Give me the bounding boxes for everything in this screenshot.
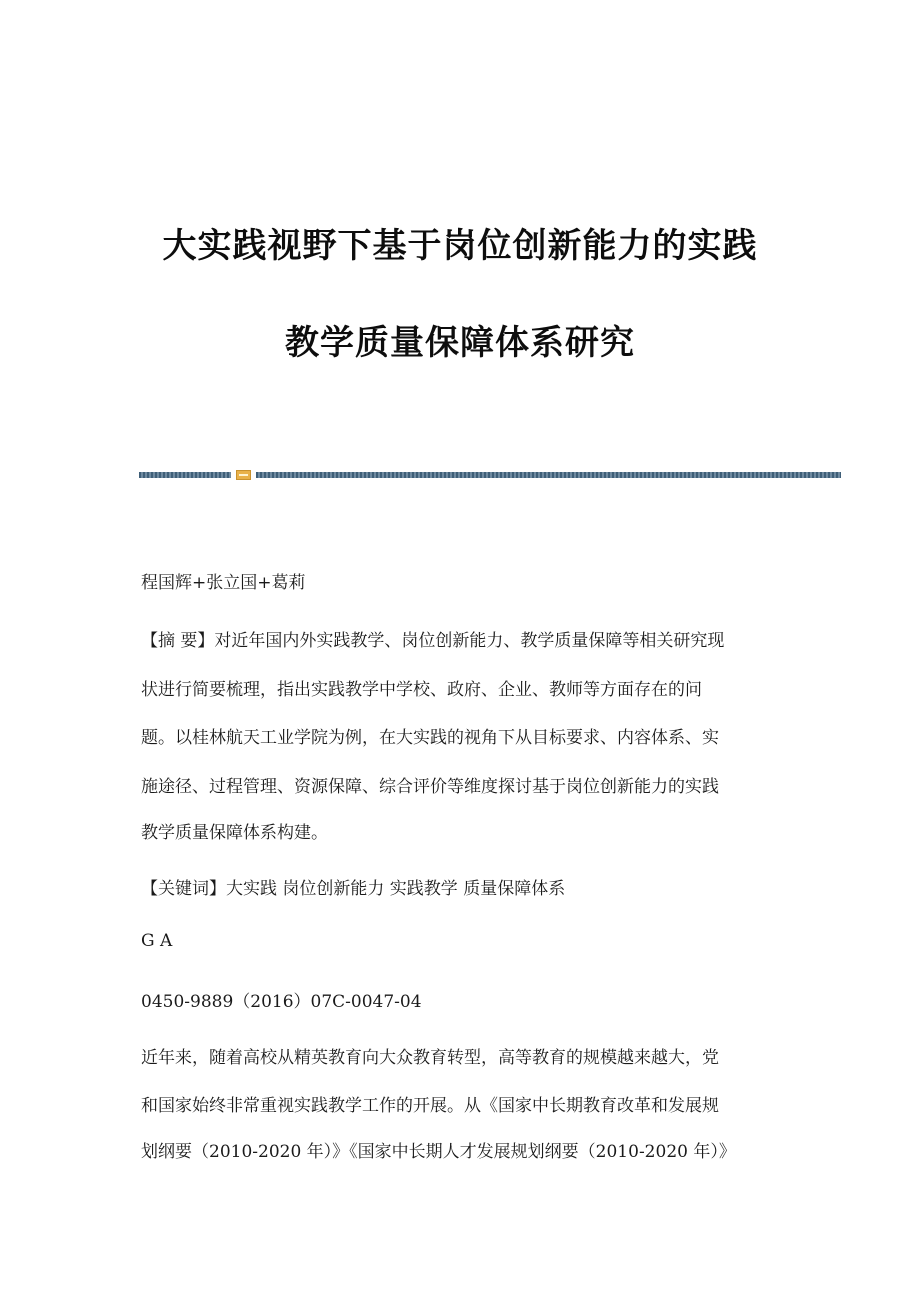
paper-title-line-2: 教学质量保障体系研究 [285, 323, 635, 363]
divider-right-segment [256, 472, 841, 478]
article-id: 0450-9889（2016）07C-0047-04 [141, 992, 422, 1012]
abstract-line: 状进行简要梳理，指出实践教学中学校、政府、企业、教师等方面存在的问 [141, 680, 702, 700]
abstract-line: 【摘 要】对近年国内外实践教学、岗位创新能力、教学质量保障等相关研究现 [141, 631, 725, 651]
keywords: 【关键词】大实践 岗位创新能力 实践教学 质量保障体系 [141, 879, 566, 899]
author-list: 程国辉+张立国+葛莉 [141, 573, 306, 593]
abstract-line: 题。以桂林航天工业学院为例，在大实践的视角下从目标要求、内容体系、实 [141, 728, 719, 748]
abstract-line: 施途径、过程管理、资源保障、综合评价等维度探讨基于岗位创新能力的实践 [141, 777, 719, 797]
abstract-line: 教学质量保障体系构建。 [141, 823, 328, 843]
divider-left-segment [139, 472, 231, 478]
classification-code: G A [141, 931, 173, 951]
body-paragraph-line: 近年来，随着高校从精英教育向大众教育转型，高等教育的规模越来越大，党 [141, 1048, 719, 1068]
body-paragraph-line: 划纲要（2010-2020 年）》《国家中长期人才发展规划纲要（2010-2020 年）》 [141, 1142, 736, 1162]
divider-ornament-icon [236, 470, 251, 480]
body-paragraph-line: 和国家始终非常重视实践教学工作的开展。从《国家中长期教育改革和发展规 [141, 1096, 719, 1116]
title-divider [139, 470, 841, 479]
paper-title-line-1: 大实践视野下基于岗位创新能力的实践 [162, 226, 758, 266]
